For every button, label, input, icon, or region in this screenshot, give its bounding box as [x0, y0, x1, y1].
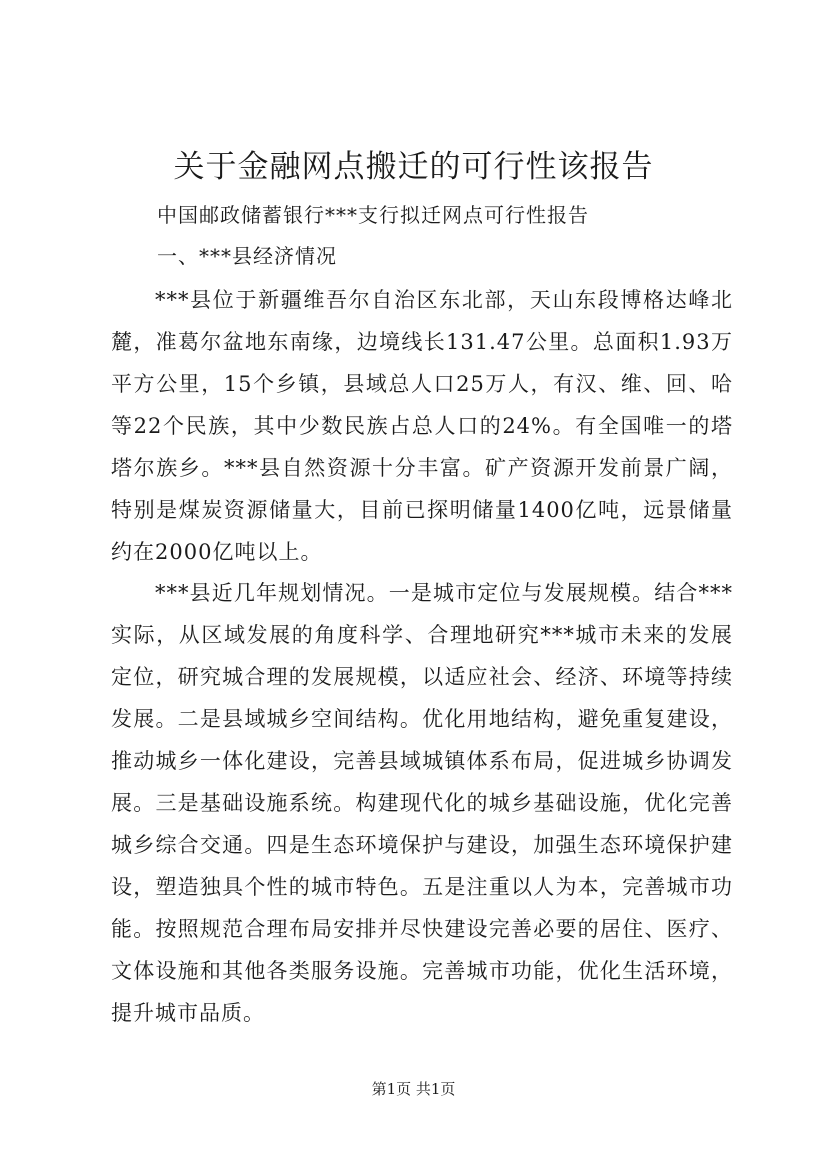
body-paragraph-2: ***县近几年规划情况。一是城市定位与发展规模。结合***实际，从区域发展的角度科学、合理地研究***城市未来的发展定位，研究城合理的发展规模，以适应社会、经济、环境等持续发展。二是县域城乡空间结构。优化用地结构，避免重复建设，推动城乡一体化建设，完善县域城镇体系布局，促进城乡协调发展。三是基础设施系统。构建现代化的城乡基础设施，优化完善城乡综合交通。四是生态环境保护与建设，加强生态环境保护建设，塑造独具个性的城市特色。五是注重以人为本，完善城市功能。按照规范合理布局安排并尽快建设完善必要的居住、医疗、文体设施和其他各类服务设施。完善城市功能，优化生活环境，提升城市品质。: [111, 581, 733, 1025]
body-paragraph-1: ***县位于新疆维吾尔自治区东北部，天山东段博格达峰北麓，准葛尔盆地东南缘，边境线长131.47公里。总面积1.93万平方公里，15个乡镇，县域总人口25万人，有汉、维、回、哈等22个民族，其中少数民族占总人口的24%。有全国唯一的塔塔尔族乡。***县自然资源十分丰富。矿产资源开发前景广阔，特别是煤炭资源储量大，目前已探明储量1400亿吨，远景储量约在2000亿吨以上。: [111, 288, 733, 564]
section-heading: 一、***县经济情况: [157, 244, 337, 268]
document-title: 关于金融网点搬迁的可行性该报告: [173, 149, 654, 185]
page-footer: 第1页 共1页: [371, 1080, 456, 1098]
report-subtitle: 中国邮政储蓄银行***支行拟迁网点可行性报告: [157, 203, 589, 227]
